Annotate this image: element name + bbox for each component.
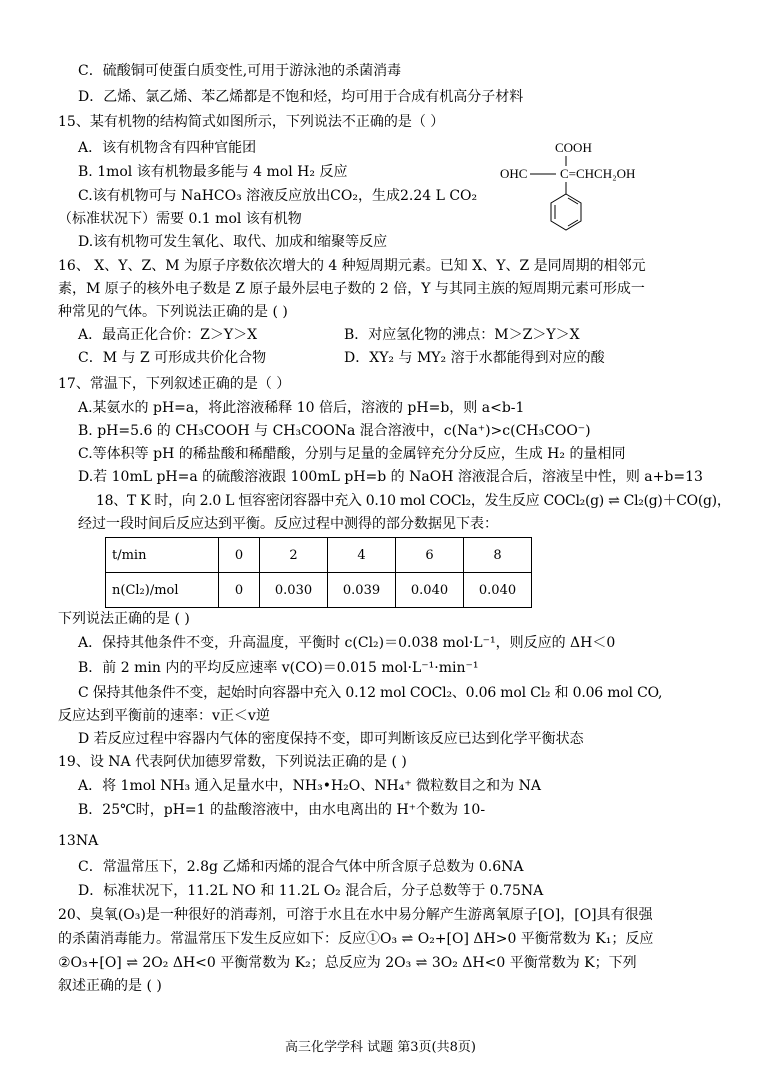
ohc-label: OHC: [500, 166, 528, 181]
option-d-16: D．XY₂ 与 MY₂ 溶于水都能得到对应的酸: [344, 350, 605, 366]
header-cell: 6: [396, 538, 464, 573]
option-a-17: A.某氨水的 pH=a，将此溶液稀释 10 倍后，溶液的 pH=b，则 a<b-1: [78, 400, 525, 416]
question-16-l2: 素，M 原子的核外电子数是 Z 原子最外层电子数的 2 倍，Y 与其同主族的短周期元素可形成一: [58, 281, 645, 297]
row-label: n(Cl₂)/mol: [106, 573, 219, 608]
question-19: 19、设 NA 代表阿伏加德罗常数，下列说法正确的是 ( ): [58, 754, 407, 770]
option-a-18: A．保持其他条件不变，升高温度，平衡时 c(Cl₂)＝0.038 mol·L⁻¹，则反应的 ΔH＜0: [78, 635, 616, 651]
option-b-19: B．25℃时，pH=1 的盐酸溶液中，由水电离出的 H⁺个数为 10-: [78, 802, 486, 818]
structural-formula: [498, 136, 698, 236]
data-table: [105, 537, 532, 608]
header-cell: 8: [464, 538, 532, 573]
value-cell: 0.040: [464, 573, 532, 608]
question-20-l1: 20、臭氧(O₃)是一种很好的消毒剂，可溶于水且在水中易分解产生游离氧原子[O]，[O]具有很强: [58, 907, 653, 923]
option-c-18-cont: 反应达到平衡前的速率：v正＜v逆: [58, 708, 270, 724]
option-a-15: A．该有机物含有四种官能团: [78, 140, 257, 156]
option-c-14: C．硫酸铜可使蛋白质变性,可用于游泳池的杀菌消毒: [78, 63, 402, 79]
table-row: [106, 573, 532, 608]
question-15: 15、某有机物的结构简式如图所示，下列说法不正确的是（ ）: [58, 114, 445, 130]
option-a-19: A．将 1mol NH₃ 通入足量水中，NH₃•H₂O、NH₄⁺ 微粒数目之和为 NA: [78, 778, 541, 794]
option-c-16: C．M 与 Z 可形成共价化合物: [78, 350, 267, 366]
cooh-label: COOH: [555, 140, 592, 155]
option-d-15: D.该有机物可发生氧化、取代、加成和缩聚等反应: [78, 234, 388, 250]
header-cell: 0: [219, 538, 260, 573]
value-cell: 0: [219, 573, 260, 608]
value-cell: 0.040: [396, 573, 464, 608]
header-cell: t/min: [106, 538, 219, 573]
table-row: [106, 538, 532, 573]
question-20-l3: ②O₃+[O] ⇌ 2O₂ ΔH<0 平衡常数为 K₂；总反应为 2O₃ ⇌ 3O₂ ΔH<0 平衡常数为 K；下列: [58, 955, 637, 971]
chain-label: C=CHCH₂OH: [560, 166, 636, 181]
page-footer: 高三化学学科 试题 第3页(共8页): [285, 1040, 476, 1055]
option-b-16: B．对应氢化物的沸点：M＞Z＞Y＞X: [344, 327, 580, 343]
question-18-l2: 经过一段时间后反应达到平衡。反应过程中测得的部分数据见下表：: [78, 516, 498, 532]
option-b-17: B. pH=5.6 的 CH₃COOH 与 CH₃COONa 混合溶液中，c(Na⁺)>c(CH₃COO⁻): [78, 423, 591, 439]
option-a-16: A．最高正化合价：Z＞Y＞X: [78, 327, 258, 343]
option-c-18: C 保持其他条件不变，起始时向容器中充入 0.12 mol COCl₂、0.06 mol Cl₂ 和 0.06 mol CO,: [78, 685, 663, 701]
option-b-15: B. 1mol 该有机物最多能与 4 mol H₂ 反应: [78, 164, 348, 180]
option-c-15-cont: （标准状况下）需要 0.1 mol 该有机物: [58, 211, 302, 227]
option-c-17: C.等体积等 pH 的稀盐酸和稀醋酸，分别与足量的金属锌充分分反应，生成 H₂ 的量相同: [78, 446, 626, 462]
option-d-14: D．乙烯、氯乙烯、苯乙烯都是不饱和烃，均可用于合成有机高分子材料: [78, 89, 524, 105]
question-16-l3: 种常见的气体。下列说法正确的是 ( ): [58, 304, 288, 320]
option-b-19-cont: 13NA: [58, 833, 99, 849]
option-d-18: D 若反应过程中容器内气体的密度保持不变，即可判断该反应已达到化学平衡状态: [78, 731, 584, 747]
question-17: 17、常温下，下列叙述正确的是（ ）: [58, 376, 291, 392]
option-b-18: B．前 2 min 内的平均反应速率 v(CO)＝0.015 mol·L⁻¹·min⁻¹: [78, 660, 479, 676]
question-20-l2: 的杀菌消毒能力。常温常压下发生反应如下：反应①O₃ ⇌ O₂+[O] ΔH>0 平衡常数为 K₁；反应: [58, 931, 654, 947]
question-20-l4: 叙述正确的是 ( ): [58, 978, 162, 994]
question-18-l1: 18、T K 时，向 2.0 L 恒容密闭容器中充入 0.10 mol COCl₂，发生反应 COCl₂(g) ⇌ Cl₂(g)＋CO(g)，: [96, 493, 731, 509]
option-c-15: C.该有机物可与 NaHCO₃ 溶液反应放出CO₂，生成2.24 L CO₂: [78, 188, 478, 204]
option-d-17: D.若 10mL pH=a 的硫酸溶液跟 100mL pH=b 的 NaOH 溶液混合后，溶液呈中性，则 a+b=13: [78, 469, 703, 485]
header-cell: 2: [260, 538, 328, 573]
question-16-l1: 16、 X、Y、Z、M 为原子序数依次增大的 4 种短周期元素。已知 X、Y、Z 是同周期的相邻元: [58, 258, 646, 274]
value-cell: 0.030: [260, 573, 328, 608]
header-cell: 4: [328, 538, 396, 573]
question-18-prompt: 下列说法正确的是 ( ): [58, 611, 190, 627]
option-d-19: D．标准状况下，11.2L NO 和 11.2L O₂ 混合后，分子总数等于 0.75NA: [78, 883, 544, 899]
value-cell: 0.039: [328, 573, 396, 608]
option-c-19: C．常温常压下，2.8g 乙烯和丙烯的混合气体中所含原子总数为 0.6NA: [78, 859, 524, 875]
